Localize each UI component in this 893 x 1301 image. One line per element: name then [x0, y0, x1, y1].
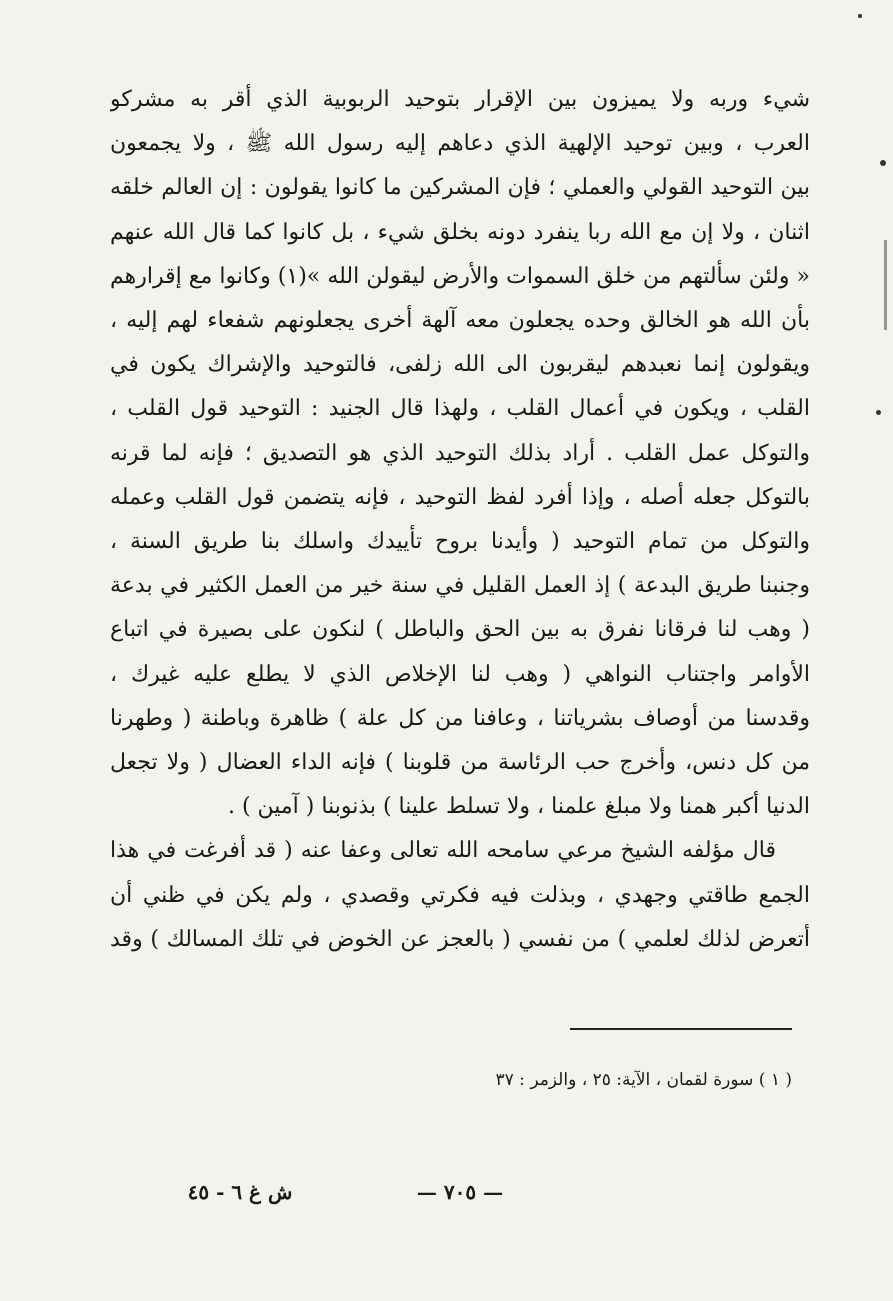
text-line: بأن الله هو الخالق وحده يجعلون معه آلهة أخرى يجعلونهم شفعاء لهم إليه ، [110, 308, 810, 334]
text-line: ( وهب لنا فرقانا نفرق به بين الحق والباطل ) لنكون على بصيرة في اتباع [110, 617, 810, 643]
text-line: ويقولون إنما نعبدهم ليقربون الى الله زلفى، فالتوحيد والإشراك يكون في [110, 352, 810, 378]
signature-mark: ش غ ٦ - ٤٥ [187, 1180, 293, 1204]
footnote-divider [570, 1028, 792, 1030]
scan-speck [858, 14, 862, 18]
scan-edge-mark [884, 240, 887, 330]
text-line: وجنبنا طريق البدعة ) إذ العمل القليل في سنة خير من العمل الكثير في بدعة [110, 573, 810, 599]
scan-speck [876, 410, 881, 415]
text-line: بالتوكل جعله أصله ، وإذا أفرد لفظ التوحيد ، فإنه يتضمن قول القلب وعمله [110, 484, 810, 510]
text-line: والتوكل عمل القلب . أراد بذلك التوحيد الذي هو التصديق ؛ فإنه لما قرنه [110, 440, 810, 466]
scan-speck [880, 160, 886, 166]
footnote: ( ١ ) سورة لقمان ، الآية: ٢٥ ، والزمر : ٣٧ [495, 1070, 792, 1090]
text-line: أتعرض لذلك لعلمي ) من نفسي ( بالعجز عن الخوض في تلك المسالك ) وقد [110, 926, 810, 952]
body-text [110, 78, 810, 962]
text-line: العرب ، وبين توحيد الإلهية الذي دعاهم إليه رسول الله ﷺ ، ولا يجمعون [110, 131, 810, 157]
text-line: الجمع طاقتي وجهدي ، وبذلت فيه فكرتي وقصدي ، ولم يكن في ظني أن [110, 882, 810, 908]
page-number: — ٧٠٥ — [416, 1180, 504, 1204]
text-line: اثنان ، ولا إن مع الله ربا ينفرد دونه بخلق شيء ، بل كانوا كما قال الله عنهم [110, 219, 810, 245]
text-line: شيء وربه ولا يميزون بين الإقرار بتوحيد الربوبية الذي أقر به مشركو [110, 87, 810, 112]
text-line: من كل دنس، وأخرج حب الرئاسة من قلوبنا ) فإنه الداء العضال ( ولا تجعل [110, 750, 810, 776]
text-line: والتوكل من تمام التوحيد ( وأيدنا بروح تأييدك واسلك بنا طريق السنة ، [110, 529, 810, 555]
text-line: قال مؤلفه الشيخ مرعي سامحه الله تعالى وعفا عنه ( قد أفرغت في هذا [110, 838, 776, 864]
text-line: الدنيا أكبر همنا ولا مبلغ علمنا ، ولا تسلط علينا ) بذنوبنا ( آمين ) . [227, 794, 810, 820]
text-line: « ولئن سألتهم من خلق السموات والأرض ليقولن الله »(١) وكانوا مع إقرارهم [110, 263, 810, 289]
text-line: القلب ، ويكون في أعمال القلب ، ولهذا قال الجنيد : التوحيد قول القلب ، [110, 396, 810, 422]
text-line: بين التوحيد القولي والعملي ؛ فإن المشركين ما كانوا يقولون : إن العالم خلقه [110, 175, 810, 201]
text-line: وقدسنا من أوصاف بشرياتنا ، وعافنا من كل علة ) ظاهرة وباطنة ( وطهرنا [110, 705, 810, 731]
text-line: الأوامر واجتناب النواهي ( وهب لنا الإخلاص الذي لا يطلع عليه غيرك ، [110, 661, 810, 687]
